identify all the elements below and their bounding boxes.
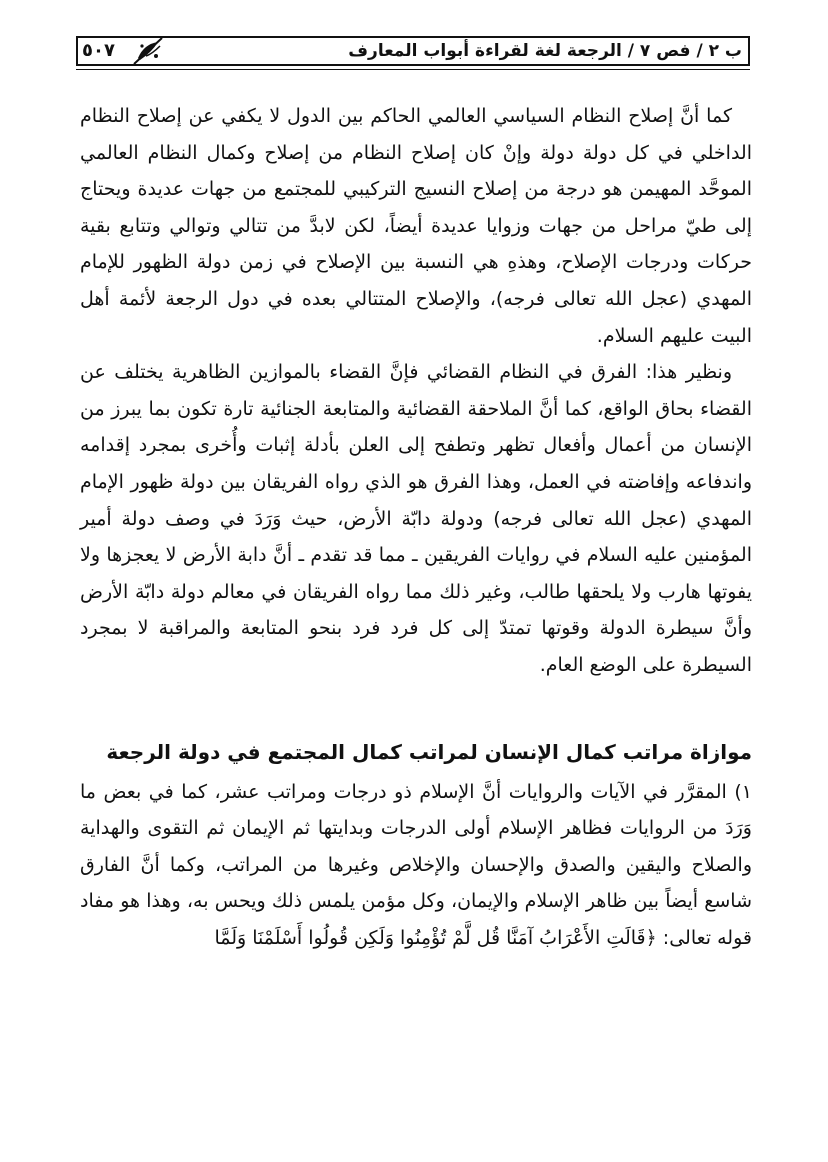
calligraphy-ornament-icon bbox=[132, 34, 166, 68]
paragraph: كما أنَّ إصلاح النظام السياسي العالمي الحاكم بين الدول لا يكفي عن إصلاح النظام الداخلي في كل دولة دولة وإنْ كان إصلاح النظام من إصلاح وكمال النظام العالمي الموحَّد المهيمن هو درجة من إصلاح النسيج التركيبي للمجتمع من جهات عديدة ويحتاج إلى طيّ مراحل من جهات وزوايا عديدة أيضاً، لكن لابدَّ من تتالي وتوالي وتتابع بقية حركات ودرجات الإصلاح، وهذهِ هي النسبة بين الإصلاح في زمن دولة الظهور للإمام المهدي (عجل الله تعالى فرجه)، والإصلاح المتتالي بعده في دول الرجعة لأئمة أهل البيت عليهم السلام. bbox=[80, 105, 752, 347]
running-title: ب ٢ / فص ٧ / الرجعة لغة لقراءة أبواب المعارف bbox=[348, 41, 742, 61]
section-heading: موازاة مراتب كمال الإنسان لمراتب كمال المجتمع في دولة الرجعة bbox=[106, 739, 752, 764]
paragraph: ونظير هذا: الفرق في النظام القضائي فإنَّ القضاء بالموازين الظاهرية يختلف عن القضاء بحاق الواقع، كما أنَّ الملاحقة القضائية والمتابعة الجنائية تارة تكون بما يبرز من الإنسان من أعمال وأفعال تظهر وتطفح إلى العلن بأدلة إثبات وأُخرى بمجرد إقدامه واندفاعه وإفاضته في العمل، وهذا الفرق هو الذي رواه الفريقان بين دولة ظهور الإمام المهدي (عجل الله تعالى فرجه) ودولة دابّة الأرض، حيث وَرَدَ في وصف دولة أمير المؤمنين عليه السلام في روايات الفريقين ـ مما قد تقدم ـ أنَّ دابة الأرض لا يعجزها ولا يفوتها هارب ولا يلحقها طالب، وغير ذلك مما رواه الفريقان في معالم دولة دابّة الأرض وأنَّ سيطرة الدولة وقوتها تمتدّ إلى كل فرد فرد بنحو المتابعة والمراقبة لا بمجرد السيطرة على الوضع العام. bbox=[80, 361, 752, 676]
page-number: ٥٠٧ bbox=[82, 40, 115, 61]
page-body bbox=[80, 98, 752, 956]
list-item: ١) المقرَّر في الآيات والروايات أنَّ الإسلام ذو درجات ومراتب عشر، كما في بعض ما وَرَدَ من الروايات فظاهر الإسلام أولى الدرجات وبدايتها ثم الإيمان ثم التقوى والهداية والصلاح واليقين والصدق والإحسان والإخلاص وغيرها من المراتب، وكما أنَّ الفارق شاسع أيضاً بين ظاهر الإسلام والإيمان، وكل مؤمن يلمس ذلك ويحس به، وهذا هو مفاد قوله تعالى: ﴿قَالَتِ الأَعْرَابُ آمَنَّا قُل لَّمْ تُؤْمِنُوا وَلَكِن قُولُوا أَسْلَمْنَا وَلَمَّا bbox=[80, 780, 752, 949]
running-header bbox=[76, 28, 752, 72]
header-rule bbox=[76, 69, 750, 70]
